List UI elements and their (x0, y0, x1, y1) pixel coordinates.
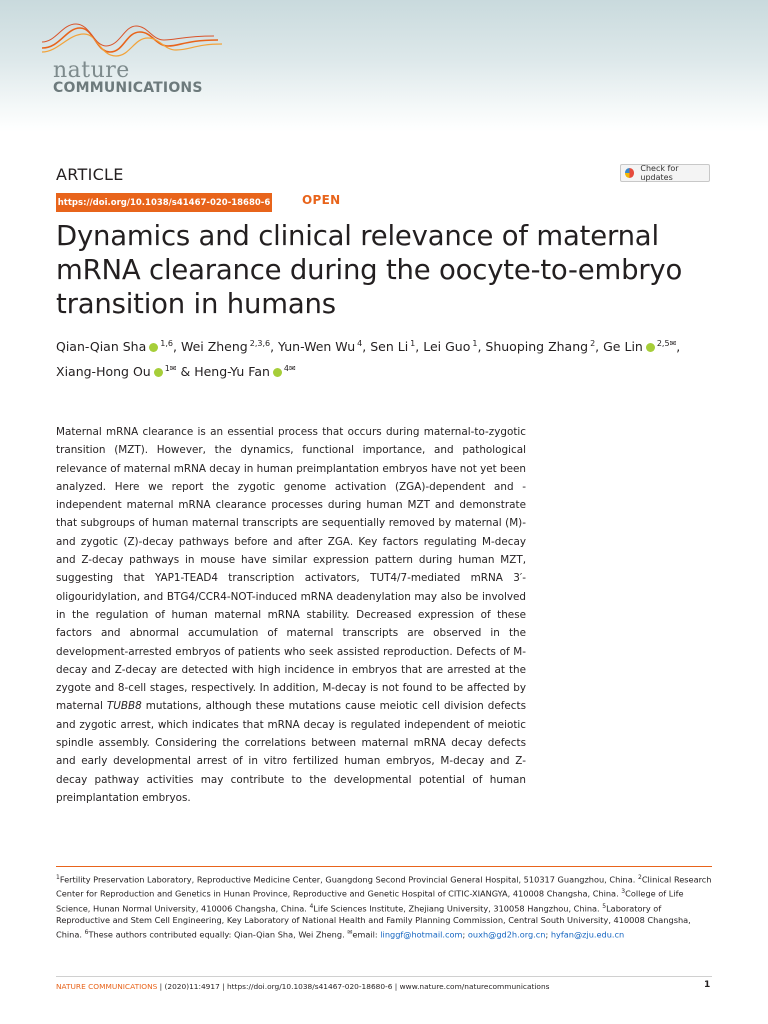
footer-divider (56, 976, 712, 977)
author-name[interactable]: Qian-Qian Sha (56, 339, 147, 355)
affiliation-1: Fertility Preservation Laboratory, Reproductive Medicine Center, Guangdong Second Provincial General Hospital, 510317 Guangzhou, China. (59, 874, 636, 885)
affiliation-3: College of Life Science, Hunan Normal University, 410006 Changsha, China. (56, 889, 684, 914)
orcid-icon[interactable] (273, 368, 282, 377)
affiliation-marker: 1 (56, 874, 60, 881)
author-separator: , (415, 339, 424, 355)
author-affiliation-marker: 1 (472, 339, 478, 348)
author-separator: , (676, 339, 681, 355)
author-affiliation-marker: 1✉ (164, 364, 177, 374)
affiliation-marker: 6 (84, 928, 89, 936)
doi-link[interactable]: https://doi.org/10.1038/s41467-020-18680-6 (56, 193, 272, 212)
logo-communications-word: COMMUNICATIONS (53, 80, 203, 96)
author-name[interactable]: Heng-Yu Fan (194, 364, 270, 380)
footnote-divider (56, 866, 712, 867)
journal-masthead (0, 0, 768, 132)
author-name[interactable]: Xiang-Hong Ou (56, 364, 151, 380)
equal-contribution-note: These authors contributed equally: Qian-Qian Sha, Wei Zheng. (88, 929, 345, 940)
footer-journal-name: NATURE COMMUNICATIONS (56, 982, 158, 991)
affiliation-marker: 3 (621, 888, 626, 896)
orcid-icon[interactable] (149, 343, 158, 352)
orcid-icon[interactable] (154, 368, 163, 377)
abstract (56, 423, 526, 807)
abstract-text-2: mutations, although these mutations cause meiotic cell division defects and zygotic arrest, which indicates that mRNA decay is regulated independent of meiotic spindle assembly. Considering the correlations between maternal mRNA decay defects and early developmental arrest of in vitro fertilized human embryos, M-decay and Z-decay pathway activities may contribute to the developmental potential of human preimplantation embryos. (56, 700, 526, 804)
affiliation-5: Laboratory of Reproductive and Stem Cell Engineering, Key Laboratory of National Health and Family Planning Commission, Central South University, 410008 Changsha, China. (56, 903, 691, 940)
author-separator: , (270, 339, 279, 355)
author-name[interactable]: Ge Lin (603, 339, 643, 355)
abstract-text-1: Maternal mRNA clearance is an essential process that occurs during maternal-to-zygotic transition (MZT). However, the dynamics, functional importance, and pathological relevance of maternal mRNA decay in human preimplantation embryos have not yet been analyzed. Here we report the zygotic genome activation (ZGA)-dependent and -independent maternal mRNA clearance processes during human MZT and demonstrate that subgroups of human maternal transcripts are sequentially removed by maternal (M)- and zygotic (Z)-decay pathways before and after ZGA. Key factors regulating M-decay and Z-decay pathways in mouse have similar expression pattern during human MZT, suggesting that YAP1-TEAD4 transcription activators, TUT4/7-mediated mRNA 3′-oligouridylation, and BTG4/CCR4-NOT-induced mRNA deadenylation may also be involved in the regulation of human maternal mRNA stability. Decreased expression of these factors and abnormal accumulation of maternal transcripts are observed in the development-arrested embryos of patients who seek assisted reproduction. Defects of M-decay and Z-decay are detected with high incidence in embryos that are arrested at the zygote and 8-cell stages, respectively. In addition, M-decay is not found to be affected by maternal (56, 426, 526, 713)
affiliation-2: Clinical Research Center for Reproduction and Genetics in Hunan Province, Reproductive and Genetic Hospital of CITIC-XIANGYA, 410008 Changsha, China. (56, 874, 712, 900)
affiliation-marker: 2 (637, 874, 642, 881)
page-footer (56, 982, 549, 991)
author-affiliation-marker: 2,3,6 (249, 339, 271, 348)
author-separator: , (172, 339, 181, 355)
check-for-updates-label: Check for updates (640, 164, 679, 182)
author-separator: , (595, 339, 604, 355)
affiliation-marker: 5 (602, 902, 607, 910)
abstract-gene-name: TUBB8 (106, 700, 142, 713)
author-affiliation-marker: 2,5✉ (656, 339, 677, 348)
email-link-fan[interactable]: hyfan@zju.edu.cn (550, 929, 625, 940)
crossmark-icon (625, 168, 634, 178)
journal-logo[interactable] (40, 22, 240, 102)
author-affiliation-marker: 4✉ (283, 364, 296, 374)
author-affiliation-marker: 2 (590, 339, 596, 348)
author-separator: , (477, 339, 486, 355)
author-separator: & (176, 364, 195, 380)
affiliation-marker: 4 (309, 902, 314, 910)
author-name[interactable]: Yun-Wen Wu (278, 339, 356, 355)
open-access-label: OPEN (302, 193, 341, 207)
author-affiliation-marker: 4 (357, 339, 363, 348)
email-link-lin[interactable]: linggf@hotmail.com (380, 929, 463, 940)
article-title: Dynamics and clinical relevance of maternal mRNA clearance during the oocyte-to-embryo transition in humans (56, 220, 683, 320)
author-name[interactable]: Sen Li (370, 339, 409, 355)
email-separator: ; (462, 929, 468, 940)
email-separator: ; (545, 929, 551, 940)
author-affiliation-marker: 1 (410, 339, 416, 348)
author-separator: , (362, 339, 371, 355)
author-name[interactable]: Wei Zheng (180, 339, 248, 355)
logo-nature-word: nature (53, 58, 130, 83)
author-name[interactable]: Lei Guo (423, 339, 471, 355)
footer-citation: | (2020)11:4917 | https://doi.org/10.1038/s41467-020-18680-6 | www.nature.com/naturecommunications (157, 982, 550, 991)
page-number: 1 (704, 980, 711, 990)
logo-waveform-icon (40, 22, 240, 62)
check-for-updates-button[interactable] (620, 164, 710, 182)
email-icon: ✉ (347, 928, 353, 936)
article-type-label: ARTICLE (56, 165, 124, 184)
affiliation-footnotes (56, 872, 716, 941)
orcid-icon[interactable] (646, 343, 655, 352)
affiliation-4: Life Sciences Institute, Zhejiang University, 310058 Hangzhou, China. (313, 903, 600, 914)
author-name[interactable]: Shuoping Zhang (485, 339, 589, 355)
author-affiliation-marker: 1,6 (160, 339, 173, 348)
email-link-ou[interactable]: ouxh@gd2h.org.cn (467, 929, 546, 940)
email-prefix: email: (352, 929, 381, 940)
author-list (56, 333, 716, 383)
